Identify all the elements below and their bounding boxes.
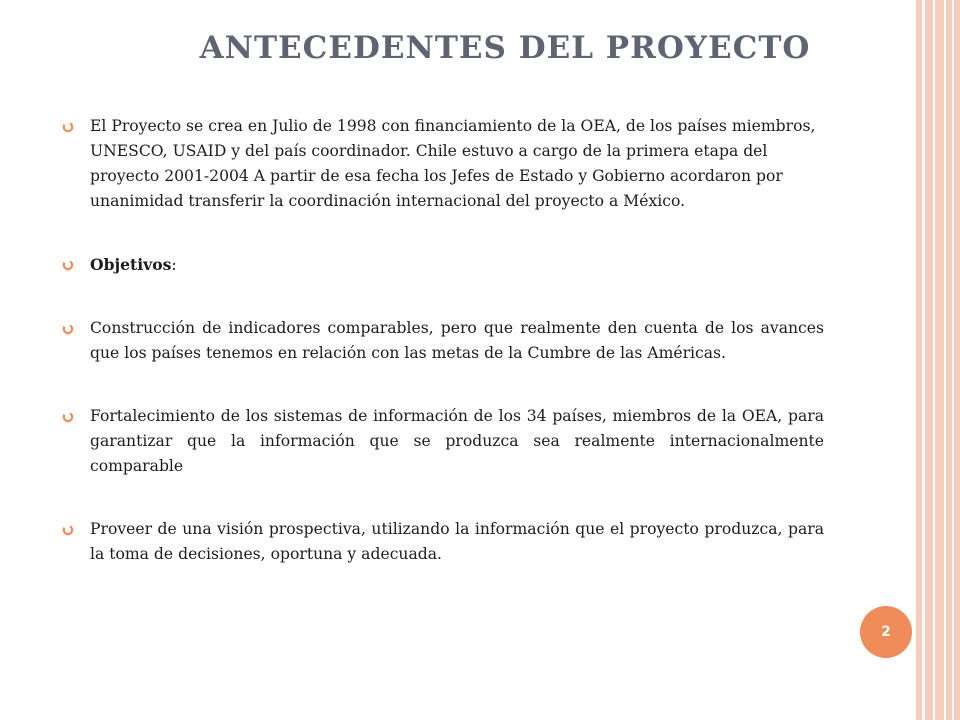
bullet-text: Proveer de una visión prospectiva, utilizando la información que el proyecto produzca, para la toma de decisiones, oportuna y adecuada. bbox=[90, 520, 824, 563]
bullet-item-background bbox=[62, 114, 824, 214]
open-circle-bullet-icon bbox=[62, 411, 74, 423]
objectives-label: Objetivos bbox=[90, 255, 172, 274]
page-number-badge: 2 bbox=[860, 606, 912, 658]
open-circle-bullet-icon bbox=[62, 524, 74, 536]
bullet-text: Construcción de indicadores comparables, pero que realmente den cuenta de los avances que los países tenemos en relación con las metas de la Cumbre de las Américas. bbox=[90, 319, 824, 362]
bullet-item-indicators bbox=[62, 316, 824, 366]
stripe-line bbox=[952, 0, 954, 720]
bullet-text: Fortalecimiento de los sistemas de información de los 34 países, miembros de la OEA, para garantizar que la información que se produzca sea realmente internacionalmente comparable bbox=[90, 407, 824, 475]
open-circle-bullet-icon bbox=[62, 121, 74, 133]
open-circle-bullet-icon bbox=[62, 259, 74, 271]
bullet-item-objectives bbox=[62, 252, 824, 278]
bullet-item-prospective-vision bbox=[62, 517, 824, 567]
stripe-line bbox=[922, 0, 925, 720]
bullet-list bbox=[62, 114, 824, 567]
objectives-suffix: : bbox=[171, 256, 177, 274]
stripe-line bbox=[944, 0, 946, 720]
decorative-stripes bbox=[916, 0, 960, 720]
open-circle-bullet-icon bbox=[62, 323, 74, 335]
bullet-item-information-systems bbox=[62, 404, 824, 479]
stripe-line bbox=[933, 0, 935, 720]
bullet-text: El Proyecto se crea en Julio de 1998 con financiamiento de la OEA, de los países miembros, UNESCO, USAID y del país coordinador. Chile estuvo a cargo de la primera etapa del proyecto 2001-2004 A partir de esa fecha los Jefes de Estado y Gobierno acordaron por unanimidad transferir la coordinación internacional del proyecto a México. bbox=[90, 117, 816, 210]
slide-title: ANTECEDENTES DEL PROYECTO bbox=[199, 30, 811, 66]
